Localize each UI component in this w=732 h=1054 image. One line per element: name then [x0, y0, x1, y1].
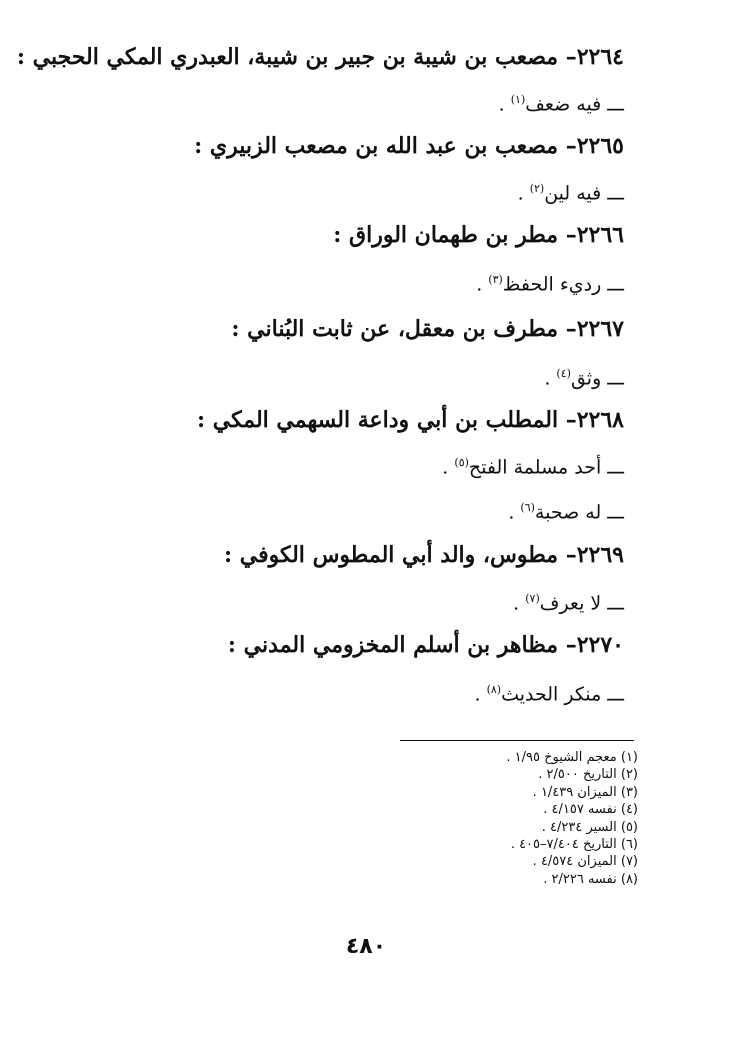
entry-note: ـــ وثق$^{(٤)}$ .	[544, 367, 624, 390]
footnote: (٢) التاريخ ٢/٥٠٠ .	[538, 767, 638, 783]
footnote: (١) معجم الشيوخ ١/٩٥ .	[506, 750, 638, 765]
entry-heading: ٢٢٦٦– مطر بن طهمان الوراق :	[333, 222, 624, 248]
entry-heading: ٢٢٧٠– مظاهر بن أسلم المخزومي المدني :	[227, 632, 624, 658]
footnote-ref: (٤)	[556, 367, 571, 380]
footnote: (٧) الميزان ٤/٥٧٤ .	[532, 854, 638, 870]
footnote: (٤) نفسه ٤/١٥٧ .	[543, 802, 638, 818]
footnote-ref: (٣)	[488, 273, 503, 286]
page-number: ٤٨٠	[345, 934, 387, 959]
entry-note: ـــ له صحبة$^{(٦)}$ .	[508, 501, 624, 524]
footnote-ref: (١)	[510, 93, 526, 106]
footnote: (٨) نفسه ٢/٢٢٦ .	[543, 871, 638, 887]
footnote-divider	[400, 740, 634, 741]
footnote: (٥) السير ٤/٢٣٤ .	[541, 819, 638, 835]
entry-note: ـــ منكر الحديث$^{(٨)}$ .	[474, 683, 624, 706]
entry-note: ـــ رديء الحفظ$^{(٣)}$ .	[476, 273, 624, 296]
entry-heading: ٢٢٦٤– مصعب بن شيبة بن جبير بن شيبة، العبدري المكي الحجبي :	[16, 44, 624, 70]
footnote: (٣) الميزان ١/٤٣٩ .	[532, 784, 638, 800]
footnotes-list	[338, 749, 638, 888]
footnote-ref: (٦)	[520, 501, 535, 514]
footnote-ref: (٢)	[529, 182, 545, 195]
entry-note: ـــ أحد مسلمة الفتح$^{(٥)}$ .	[442, 456, 624, 479]
footnote: (٦) التاريخ ٧/٤٠٤–٤٠٥ .	[510, 837, 638, 853]
entry-heading: ٢٢٦٧– مطرف بن معقل، عن ثابت البُناني :	[231, 316, 624, 342]
entry-heading: ٢٢٦٥– مصعب بن عبد الله بن مصعب الزبيري :	[194, 133, 624, 159]
entry-note: ـــ فيه لين$^{(٢)}$ .	[517, 182, 624, 205]
entry-note: ـــ فيه ضعف$^{(١)}$ .	[498, 93, 624, 116]
footnote-ref: (٧)	[525, 592, 540, 605]
entry-note: ـــ لا يعرف$^{(٧)}$ .	[513, 592, 624, 615]
footnote-ref: (٥)	[454, 456, 469, 469]
footnote-ref: (٨)	[486, 683, 502, 696]
entry-heading: ٢٢٦٩– مطوس، والد أبي المطوس الكوفي :	[223, 542, 624, 568]
entry-heading: ٢٢٦٨– المطلب بن أبي وداعة السهمي المكي :	[196, 407, 624, 433]
